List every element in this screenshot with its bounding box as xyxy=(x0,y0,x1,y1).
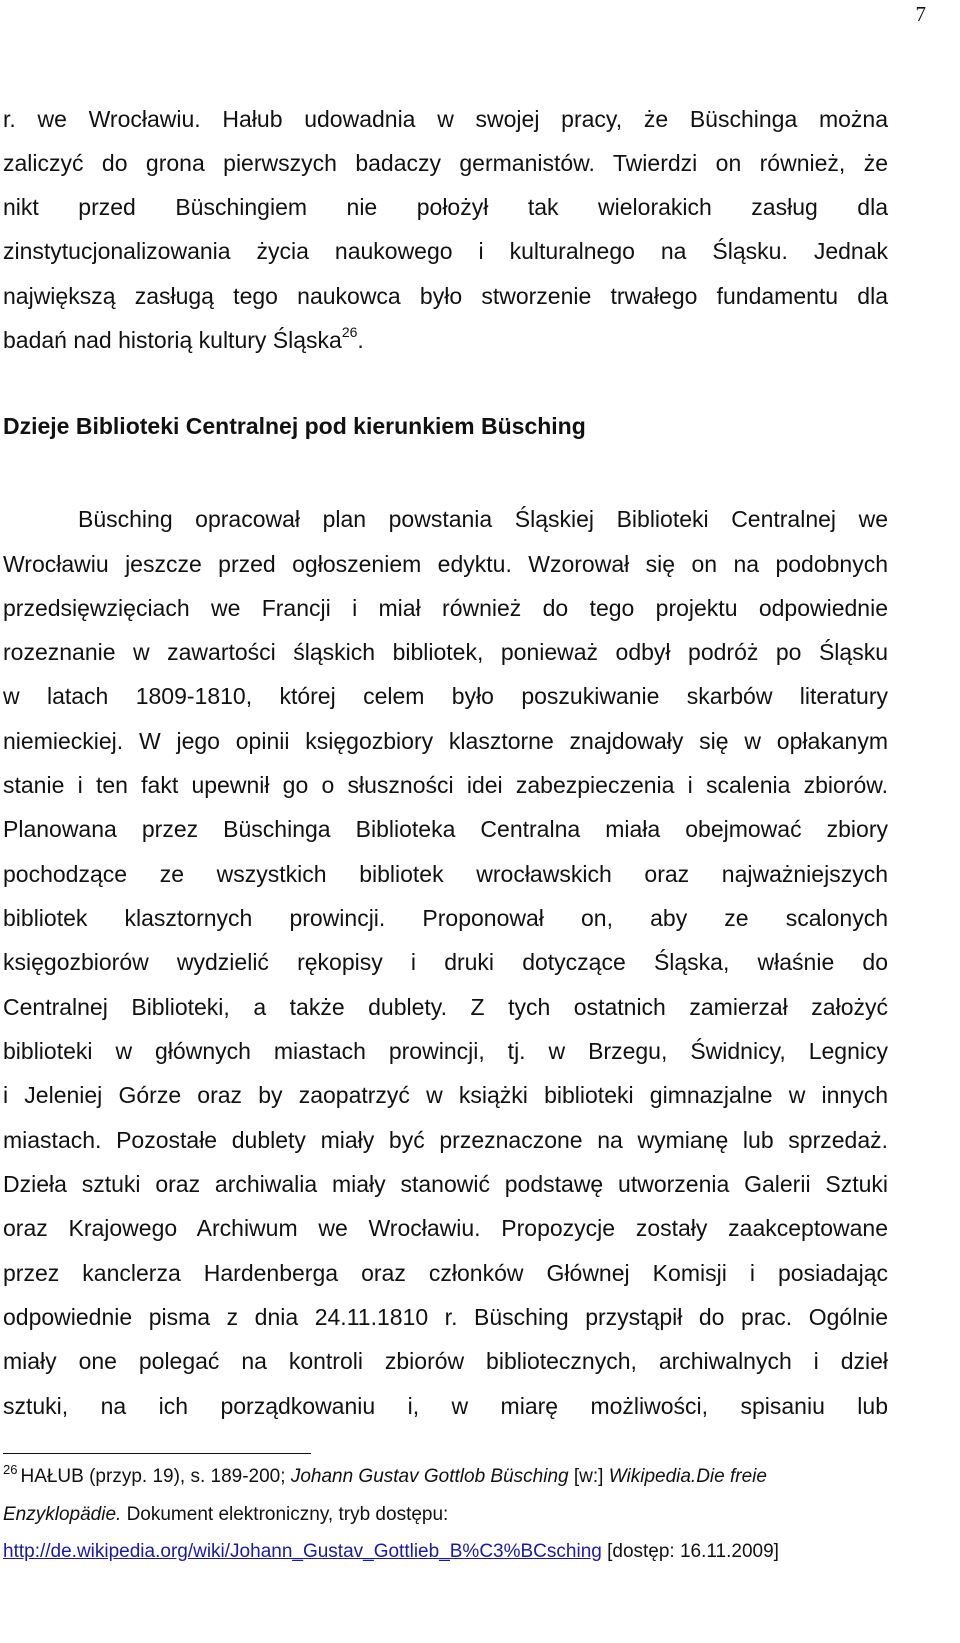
paragraph-line: księgozbiorów wydzielić rękopisy i druki dotyczące Śląska, właśnie do xyxy=(3,949,888,975)
footnote-separator xyxy=(3,1453,311,1454)
footnote-reference: 26 xyxy=(341,324,358,340)
footnote-access-date: [dostęp: 16.11.2009] xyxy=(601,1541,779,1562)
paragraph-line: odpowiednie pisma z dnia 24.11.1810 r. Büsching przystąpił do prac. Ogólnie xyxy=(3,1304,888,1330)
paragraph-line: Centralnej Biblioteki, a także dublety. Z tych ostatnich zamierzał założyć xyxy=(3,994,888,1020)
footnote-link[interactable]: http://de.wikipedia.org/wiki/Johann_Gustav_Gottlieb_B%C3%BCsching xyxy=(3,1541,602,1562)
paragraph-line: największą zasługą tego naukowca było stworzenie trwałego fundamentu dla xyxy=(3,283,888,309)
paragraph-line: przedsięwzięciach we Francji i miał również do tego projektu odpowiednie xyxy=(3,595,888,621)
footnote-source: Wikipedia.Die freie xyxy=(608,1466,767,1487)
paragraph-line: niemieckiej. W jego opinii księgozbiory klasztorne znajdowały się w opłakanym xyxy=(3,728,888,754)
paragraph-line: rozeznanie w zawartości śląskich bibliotek, ponieważ odbył podróż po Śląsku xyxy=(3,639,888,665)
paragraph-line: oraz Krajowego Archiwum we Wrocławiu. Propozycje zostały zaakceptowane xyxy=(3,1215,888,1241)
paragraph-line: Dzieła sztuki oraz archiwalia miały stanowić podstawę utworzenia Galerii Sztuki xyxy=(3,1171,888,1197)
paragraph-line: stanie i ten fakt upewnił go o słuszności idei zabezpieczenia i scalenia zbiorów. xyxy=(3,772,888,798)
paragraph-line: miastach. Pozostałe dublety miały być przeznaczone na wymianę lub sprzedaż. xyxy=(3,1127,888,1153)
paragraph-line: przez kanclerza Hardenberga oraz członków Głównej Komisji i posiadając xyxy=(3,1260,888,1286)
paragraph-line: Wrocławiu jeszcze przed ogłoszeniem edyktu. Wzorował się on na podobnych xyxy=(3,551,888,577)
sentence-end: . xyxy=(357,327,364,353)
paragraph-line: miały one polegać na kontroli zbiorów bibliotecznych, archiwalnych i dzieł xyxy=(3,1348,888,1374)
paragraph-line: nikt przed Büschingiem nie położył tak wielorakich zasług dla xyxy=(3,194,888,220)
footnote-title: Johann Gustav Gottlob Büsching xyxy=(290,1466,569,1487)
footnote-number: 26 xyxy=(3,1462,18,1477)
section-heading: Dzieje Biblioteki Centralnej pod kierunkiem Büsching xyxy=(3,413,586,439)
paragraph-line: i Jeleniej Górze oraz by zaopatrzyć w książki biblioteki gimnazjalne w innych xyxy=(3,1082,888,1108)
paragraph-text: badań nad historią kultury Śląska xyxy=(3,327,342,353)
page-number: 7 xyxy=(915,2,926,26)
footnote-source: Enzyklopädie. xyxy=(3,1504,122,1525)
paragraph-line: w latach 1809-1810, której celem było poszukiwanie skarbów literatury xyxy=(3,683,888,709)
paragraph-line: Planowana przez Büschinga Biblioteka Centralna miała obejmować zbiory xyxy=(3,816,888,842)
footnote-line xyxy=(3,1540,779,1564)
paragraph-line: Büsching opracował plan powstania Śląskiej Biblioteki Centralnej we xyxy=(78,506,888,532)
footnote-line xyxy=(3,1503,448,1527)
paragraph-last-line xyxy=(3,325,888,355)
paragraph-line: biblioteki w głównych miastach prowincji, tj. w Brzegu, Świdnicy, Legnicy xyxy=(3,1038,888,1064)
footnote-text: HAŁUB (przyp. 19), s. 189-200; xyxy=(20,1466,291,1487)
paragraph-line: bibliotek klasztornych prowincji. Proponował on, aby ze scalonych xyxy=(3,905,888,931)
paragraph-line: pochodzące ze wszystkich bibliotek wrocławskich oraz najważniejszych xyxy=(3,861,888,887)
footnote-text: Dokument elektroniczny, tryb dostępu: xyxy=(121,1504,449,1525)
paragraph-line: zinstytucjonalizowania życia naukowego i kulturalnego na Śląsku. Jednak xyxy=(3,238,888,264)
paragraph-line: zaliczyć do grona pierwszych badaczy germanistów. Twierdzi on również, że xyxy=(3,150,888,176)
paragraph-line: r. we Wrocławiu. Hałub udowadnia w swojej pracy, że Büschinga można xyxy=(3,106,888,132)
paragraph-line: sztuki, na ich porządkowaniu i, w miarę możliwości, spisaniu lub xyxy=(3,1393,888,1419)
footnote-line xyxy=(3,1462,767,1489)
footnote-text: [w:] xyxy=(568,1466,609,1487)
